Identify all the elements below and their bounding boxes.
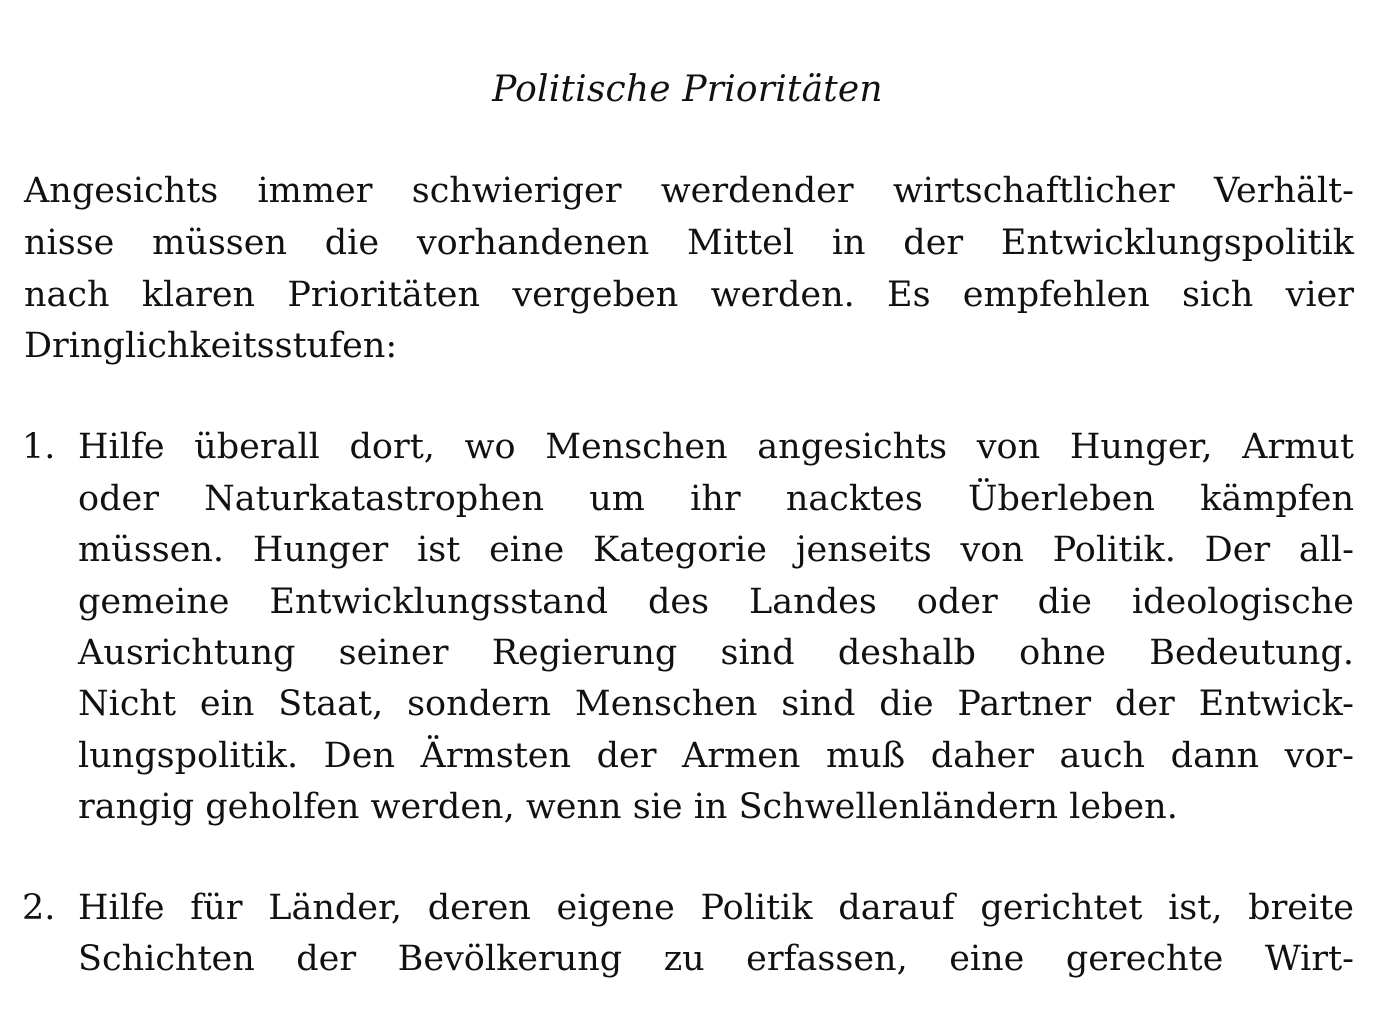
intro-line: nisse müssen die vorhandenen Mittel in der Entwicklungspolitik: [24, 223, 1354, 263]
list-item-line: rangig geholfen werden, wenn sie in Schwellenländern leben.: [78, 787, 1178, 827]
list-item-line: gemeine Entwicklungsstand des Landes oder die ideologische: [78, 582, 1354, 622]
list-item-line: müssen. Hunger ist eine Kategorie jenseits von Politik. Der all-: [78, 530, 1354, 570]
list-item-number: 1.: [22, 427, 56, 467]
intro-line: Angesichts immer schwieriger werdender wirtschaftlicher Verhält-: [24, 171, 1354, 211]
list-item-line: Schichten der Bevölkerung zu erfassen, eine gerechte Wirt-: [78, 939, 1354, 979]
list-item-line: Hilfe für Länder, deren eigene Politik darauf gerichtet ist, breite: [78, 888, 1354, 928]
list-item-line: lungspolitik. Den Ärmsten der Armen muß daher auch dann vor-: [78, 736, 1354, 776]
list-item-line: oder Naturkatastrophen um ihr nacktes Überleben kämpfen: [78, 479, 1354, 519]
document-title: Politische Prioritäten: [492, 69, 883, 110]
list-item-line: Hilfe überall dort, wo Menschen angesichts von Hunger, Armut: [78, 427, 1354, 467]
list-item-number: 2.: [22, 888, 56, 928]
intro-line: Dringlichkeitsstufen:: [24, 326, 398, 366]
list-item-line: Ausrichtung seiner Regierung sind deshalb ohne Bedeutung.: [78, 633, 1354, 673]
list-item-line: Nicht ein Staat, sondern Menschen sind die Partner der Entwick-: [78, 684, 1354, 724]
intro-line: nach klaren Prioritäten vergeben werden. Es empfehlen sich vier: [24, 275, 1354, 315]
